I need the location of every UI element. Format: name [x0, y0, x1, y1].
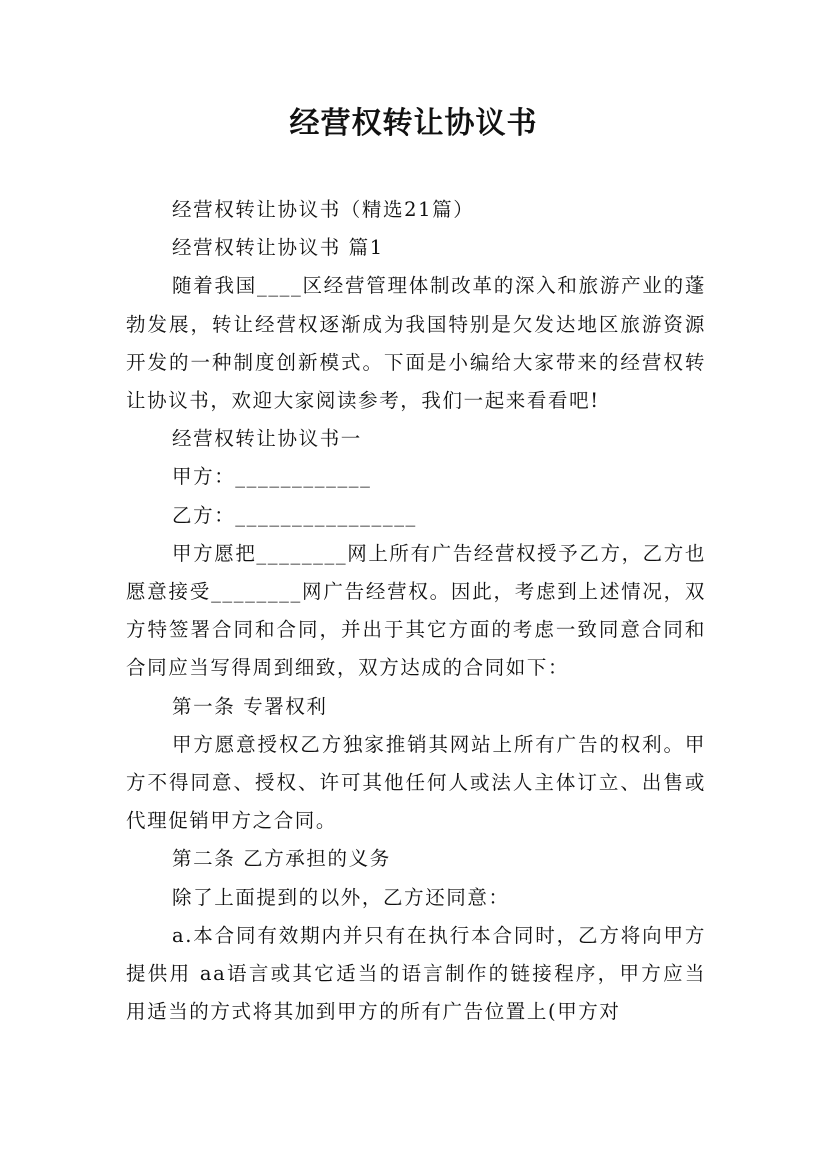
article-2-item-a: a.本合同有效期内并只有在执行本合同时，乙方将向甲方提供用 aa语言或其它适当的语言制作的链接程序，甲方应当用适当的方式将其加到甲方的所有广告位置上(甲方对 — [126, 923, 706, 1024]
party-b-line: 乙方：________________ — [172, 503, 417, 527]
party-a-line: 甲方：____________ — [172, 465, 372, 489]
article-1-heading: 第一条 专署权利 — [172, 694, 328, 718]
paragraph-intro: 随着我国____区经营管理体制改革的深入和旅游产业的蓬勃发展，转让经营权逐渐成为我国特别是欠发达地区旅游资源开发的一种制度创新模式。下面是小编给大家带来的经营权转让协议书，欢迎大家阅读参考，我们一起来看看吧! — [126, 274, 706, 413]
paragraph-section-heading: 经营权转让协议书 篇1 — [172, 236, 384, 260]
paragraph-subtitle: 经营权转让协议书（精选21篇） — [172, 198, 475, 221]
paragraph-preamble: 甲方愿把________网上所有广告经营权授予乙方，乙方也愿意接受________网广告经营权。因此，考虑到上述情况，双方特签署合同和合同，并出于其它方面的考虑一致同意合同和合同应当写得周到细致，双方达成的合同如下： — [126, 541, 706, 680]
article-2-intro: 除了上面提到的以外，乙方还同意： — [172, 885, 510, 909]
article-1-text: 甲方愿意授权乙方独家推销其网站上所有广告的权利。甲方不得同意、授权、许可其他任何人或法人主体订立、出售或代理促销甲方之合同。 — [126, 732, 706, 833]
article-2-heading: 第二条 乙方承担的义务 — [172, 847, 391, 871]
paragraph-agreement-heading: 经营权转让协议书一 — [172, 427, 362, 451]
document-body — [126, 191, 706, 1031]
document-title: 经营权转让协议书 — [289, 106, 538, 141]
